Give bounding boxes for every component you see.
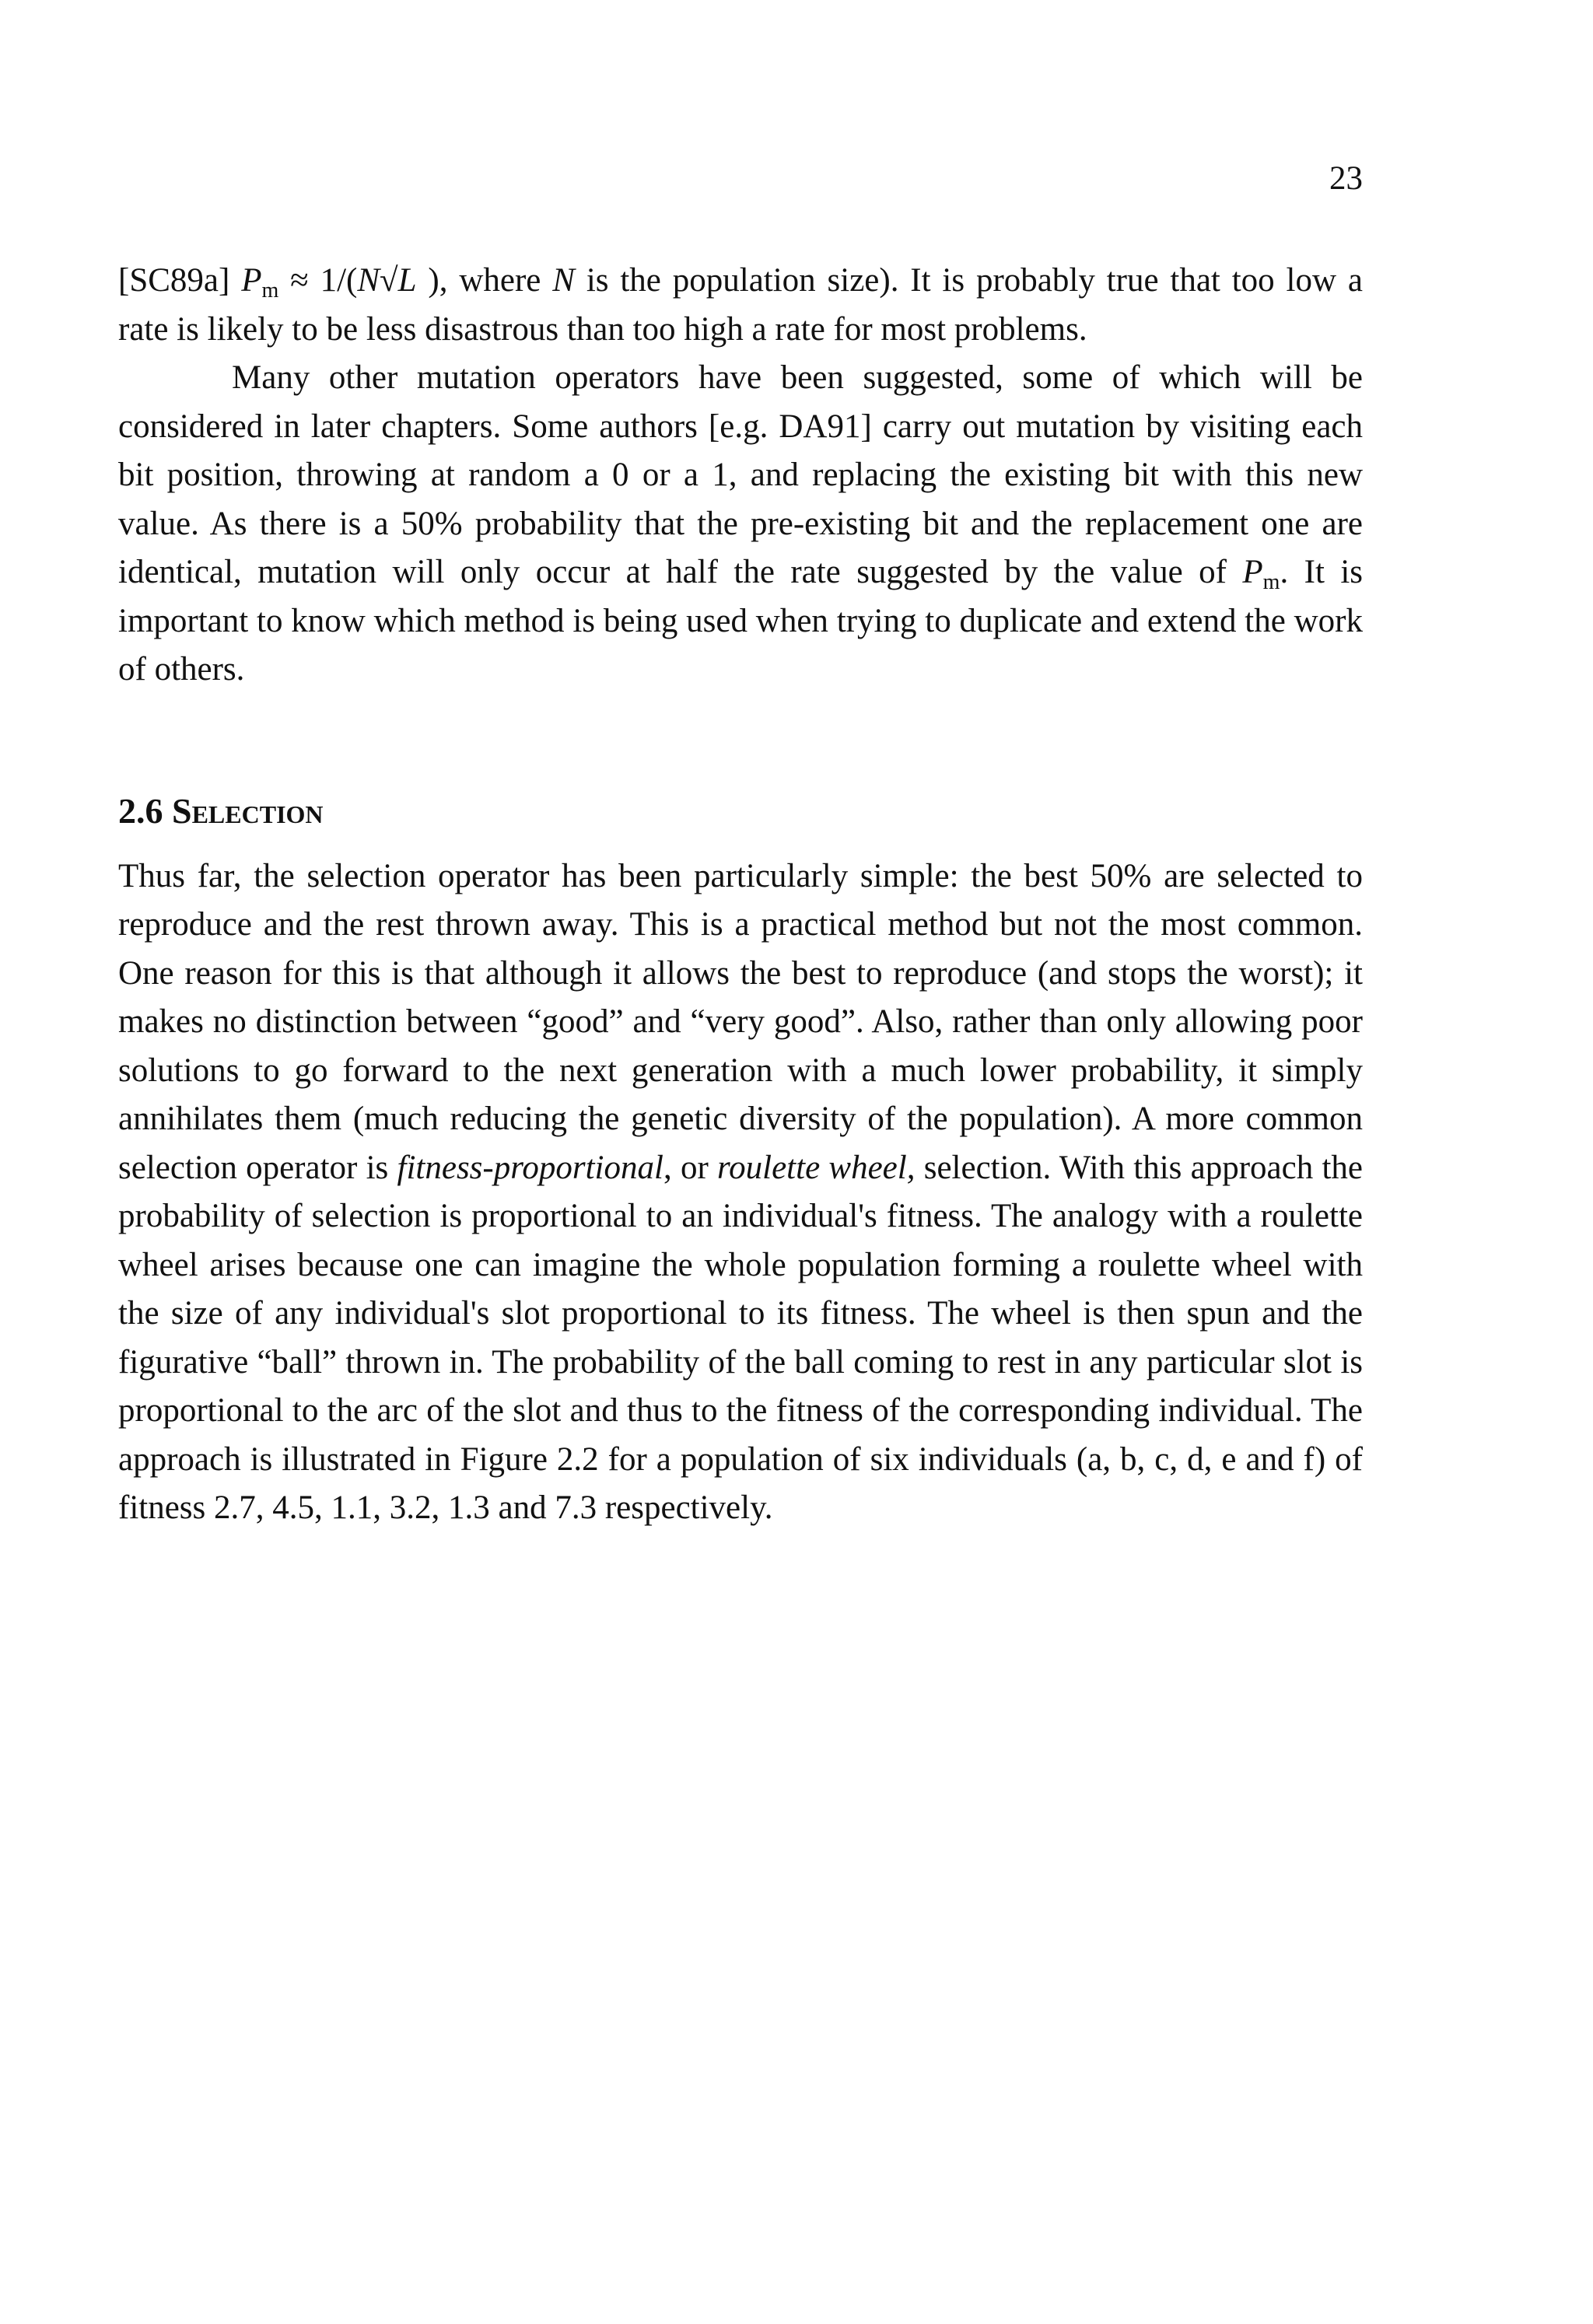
text-run: is the population size). It is probably true that too low a rate is likely to be less disastrous than too high a rate for most problems. — [118, 262, 1363, 348]
page-number: 23 — [1329, 160, 1363, 197]
text-run: ≈ 1/( — [278, 262, 358, 299]
text-run: [SC89a] — [118, 262, 242, 299]
paragraph-mutation-rate — [118, 257, 1363, 354]
formula-var-p: P — [241, 262, 262, 299]
formula-subscript-m: m — [1262, 570, 1280, 594]
paragraph-selection — [118, 852, 1363, 1533]
text-run: ), where — [416, 262, 553, 299]
formula-var-p: P — [1242, 554, 1263, 590]
paragraph-mutation-operators — [118, 354, 1363, 695]
formula-var-n: N — [357, 262, 380, 299]
page-body — [118, 257, 1363, 1533]
text-run: . It is important to know which method is being used when trying to duplicate and extend the work of others. — [118, 554, 1364, 688]
sqrt-symbol: √ — [380, 262, 398, 299]
section-heading — [118, 787, 1363, 835]
text-run: Many other mutation operators have been suggested, some of which will be considered in later chapters. Some authors [e.g. DA91] carry out mutation by visiting each bit position, throwing at random a 0 or a 1, and replacing the existing bit with this new value. As there is a 50% probability that the pre-existing bit and the replacement one are identical, mutation will only occur at half the rate suggested by the value of — [118, 359, 1363, 590]
text-run: selection. With this approach the probability of selection is proportional to an individual's fitness. The analogy with a roulette wheel arises because one can imagine the whole population forming a roulette wheel with the size of any individual's slot proportional to its fitness. The wheel is then spun and the figurative “ball” thrown in. The probability of the ball coming to rest in any particular slot is proportional to the arc of the slot and thus to the fitness of the corresponding individual. The approach is illustrated in Figure 2.2 for a population of six individuals (a, b, c, d, e and f) of fitness 2.7, 4.5, 1.1, 3.2, 1.3 and 7.3 respectively. — [118, 1149, 1363, 1526]
section-title: Selection — [172, 790, 324, 831]
section-number: 2.6 — [118, 790, 163, 831]
formula-var-n: N — [552, 262, 575, 299]
formula-subscript-m: m — [261, 278, 279, 303]
text-run: , or — [663, 1149, 718, 1186]
text-run: Thus far, the selection operator has been particularly simple: the best 50% are selected to reproduce and the rest thrown away. This is a practical method but not the most common. One reason for this is that although it allows the best to reproduce (and stops the worst); it makes no distinction between “good” and “very good”. Also, rather than only allowing poor solutions to go forward to the next generation with a much lower probability, it simply annihilates them (much reducing the genetic diversity of the population). A more common selection operator is — [118, 857, 1363, 1186]
italic-term: fitness-proportional — [397, 1149, 663, 1186]
italic-term: roulette wheel, — [717, 1149, 916, 1186]
formula-var-l: L — [397, 262, 417, 299]
